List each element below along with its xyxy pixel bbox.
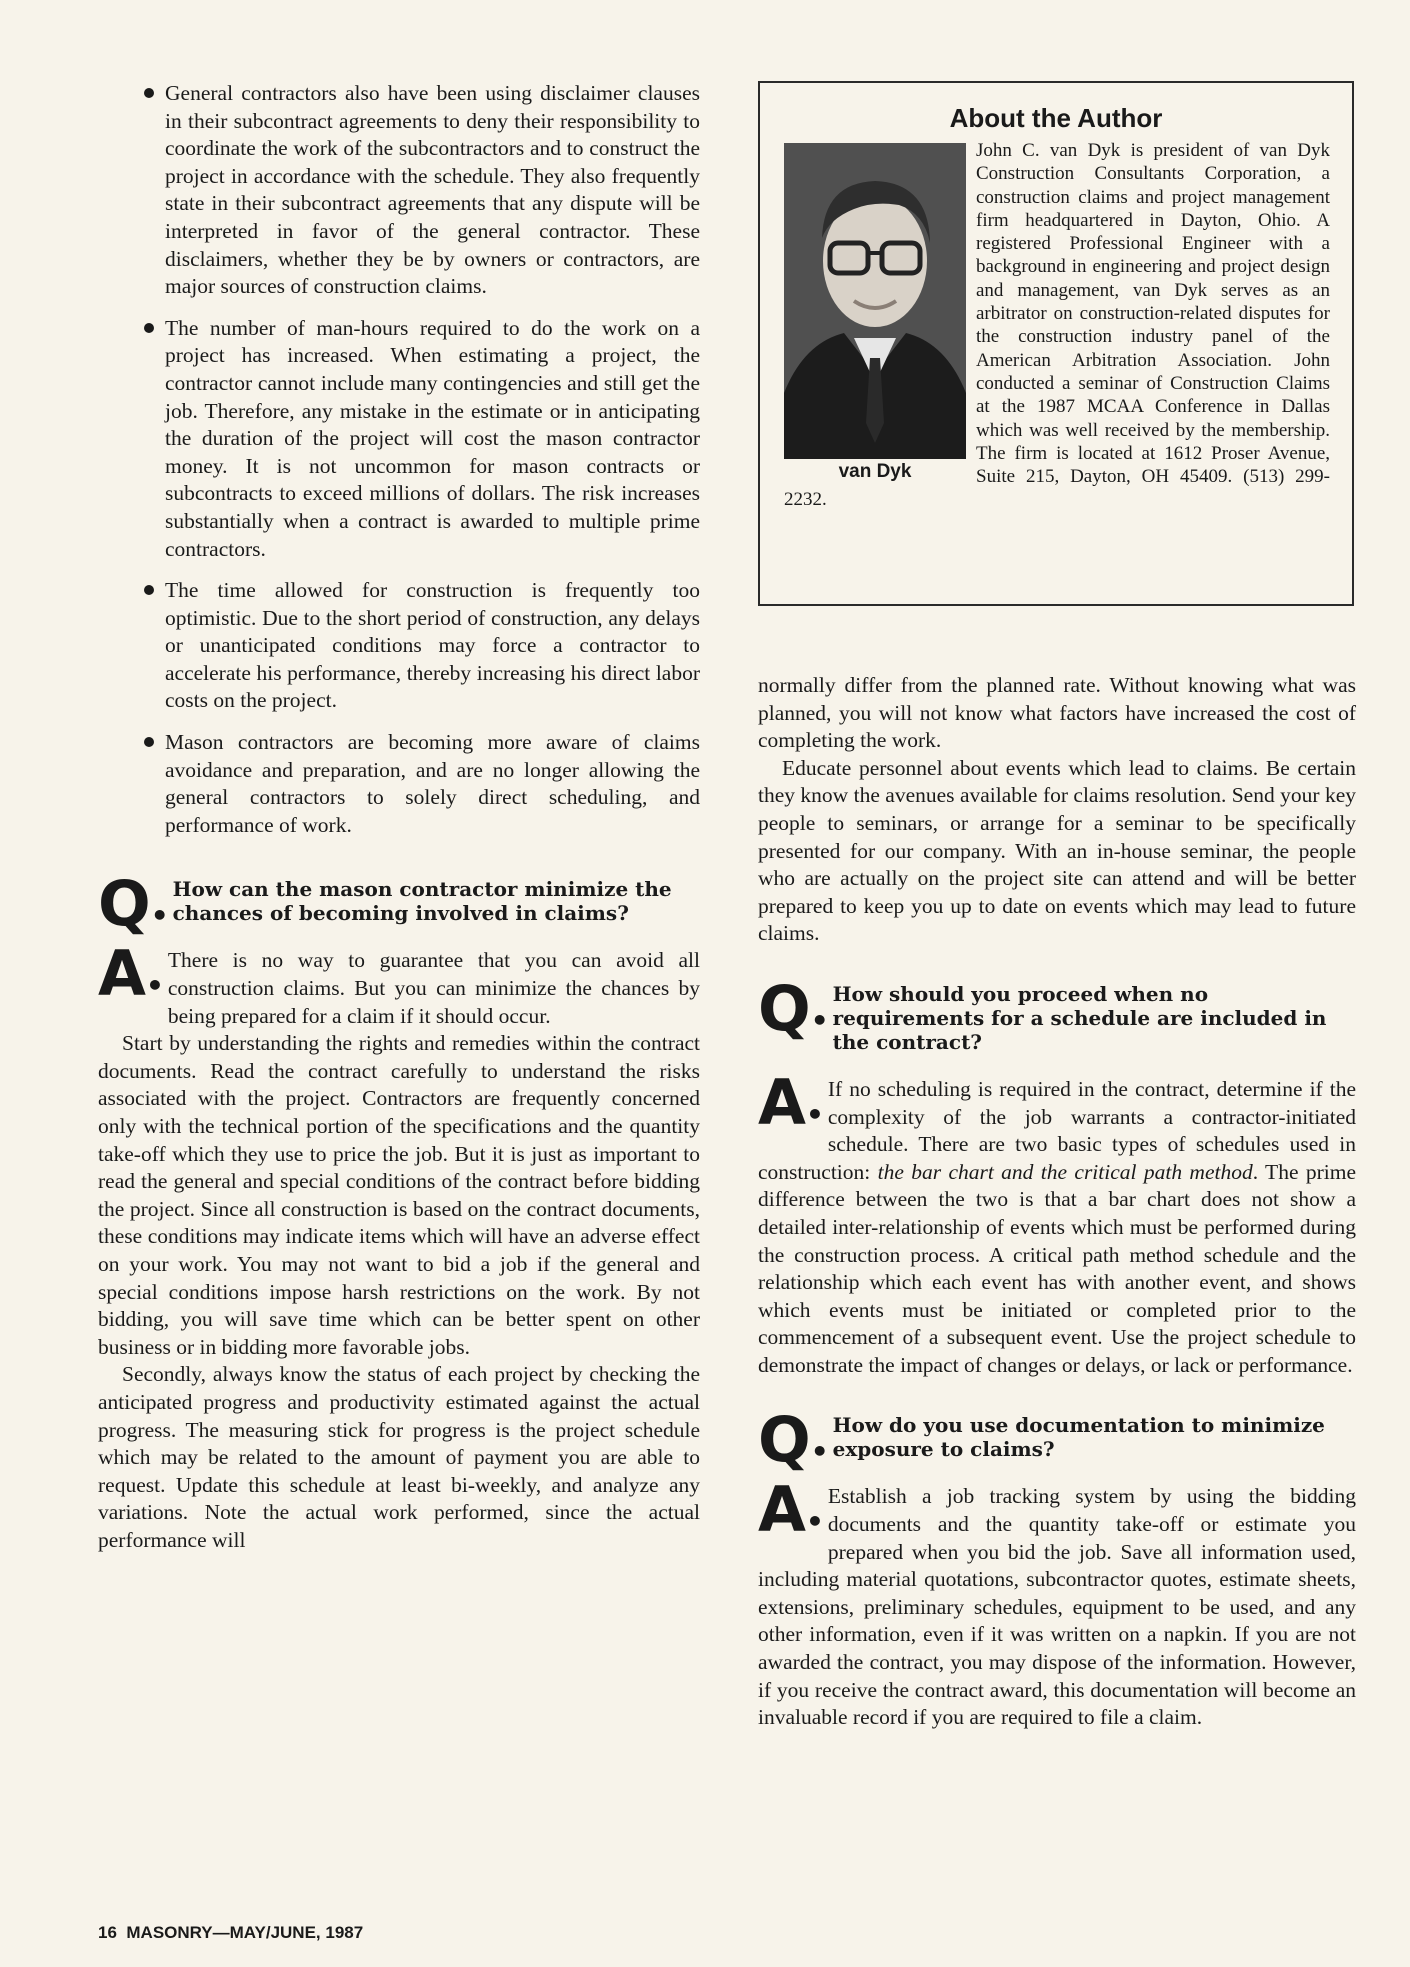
answer-1 (98, 937, 700, 1030)
q-initial: Q• (758, 1403, 829, 1477)
question-3 (758, 1403, 1356, 1477)
bullet-icon (144, 88, 154, 98)
paragraph: Educate personnel about events which lead to claims. Be certain they know the avenues available for claims resolution. Send your key people to seminars, or arrange for a seminar to be specifically presented for our company. With an in-house seminar, the people who are actually on the project site can attend and will be better prepared to keep you up to date on events which may lead to future claims. (758, 755, 1356, 946)
answer-text: If no scheduling is required in the contract, determine if the complexity of the job warrants a contractor-initiated schedule. There are two basic types of schedules used in construction: (758, 1076, 1356, 1184)
q-initial: Q• (758, 971, 829, 1045)
author-box-title: About the Author (949, 103, 1163, 133)
answer-italic: the bar chart and the critical path method (877, 1159, 1253, 1184)
paragraph: normally differ from the planned rate. Without knowing what was planned, you will not know what factors have increased the cost of completing the work. (758, 673, 1356, 753)
left-column (98, 80, 700, 1555)
answer-3 (758, 1473, 1356, 1731)
q-initial: Q• (98, 867, 169, 941)
paragraph: Secondly, always know the status of each project by checking the anticipated progress and productivity estimated against the actual progress. The measuring stick for progress is the project schedule which may be related to the amount of payment you are able to request. Update this schedule at least bi-weekly, and analyze any variations. Note the actual work performed, since the actual performance will (98, 1362, 700, 1552)
page-number: 16 (98, 1923, 117, 1942)
bullet-list (98, 80, 700, 839)
bullet-text: Mason contractors are becoming more aware of claims avoidance and preparation, and are no longer allowing the general contractors to solely direct scheduling, and performance of work. (165, 730, 700, 837)
a-initial: A• (758, 1065, 824, 1139)
publication-line: MASONRY—MAY/JUNE, 1987 (126, 1923, 364, 1942)
answer-text: There is no way to guarantee that you can avoid all construction claims. But you can minimize the chances by being prepared for a claim if it should occur. (167, 948, 700, 1028)
about-author-box (758, 81, 1354, 606)
bullet-item (98, 80, 700, 301)
bullet-icon (144, 323, 154, 333)
question-1 (98, 867, 700, 941)
question-text: How do you use documentation to minimize exposure to claims? (832, 1413, 1325, 1462)
answer-text: . The prime difference between the two is that a bar chart does not show a detailed inter-relationship of events which must be performed during the construction process. A critical path method schedule and the relationship which each event has with another event, and shows which events must be initiated or completed prior to the commencement of a subsequent event. Use the project schedule to demonstrate the impact of changes or delays, or lack or performance. (758, 1159, 1356, 1377)
bullet-text: General contractors also have been using disclaimer clauses in their subcontract agreements to deny their responsibility to coordinate the work of the subcontractors and to construct the project in accordance with the schedule. They also frequently state in their subcontract agreements that any dispute will be interpreted in favor of the general contractor. These disclaimers, whether they be by owners or contractors, are major sources of construction claims. (165, 81, 700, 299)
question-2 (758, 971, 1356, 1054)
bullet-icon (144, 585, 154, 595)
photo-caption: van Dyk (838, 461, 912, 482)
right-column (758, 672, 1356, 1732)
bio-text: John C. van Dyk is president of van Dyk Construction Consultants Corporation, a construction claims and project management firm headquartered in Dayton, Ohio. A registered Professional Engineer with a background in engineering and project design and management, van Dyk serves as an arbitrator on construction-related disputes for the construction industry panel of the American Arbitration Association. John conducted a seminar of Construction Claims at the 1987 MCAA Conference in Dallas which was well received by the membership. The firm is located at 1612 Proser Avenue, Suite 215, Dayton, OH 45409. (513) 299-2232. (784, 140, 1330, 511)
answer-2 (758, 1065, 1356, 1380)
a-initial: A• (98, 937, 164, 1011)
a-initial: A• (758, 1473, 824, 1547)
bullet-text: The time allowed for construction is frequently too optimistic. Due to the short period of construction, any delays or unanticipated conditions may force a contractor to accelerate his performance, thereby increasing his direct labor costs on the project. (165, 578, 700, 713)
answer-text: Establish a job tracking system by using the bidding documents and the quantity take-off or estimate you prepared when you bid the job. Save all information used, including material quotations, subcontractor quotes, estimate sheets, extensions, preliminary schedules, equipment to be used, and any other information, even if it was written on a napkin. If you are not awarded the contract, you may dispose of the information. However, if you receive the contract award, this documentation will become an invaluable record if you are required to file a claim. (758, 1484, 1356, 1730)
bullet-item (98, 577, 700, 715)
author-bio (784, 139, 1330, 512)
bullet-item (98, 315, 700, 563)
question-text: How can the mason contractor minimize the chances of becoming involved in claims? (172, 877, 672, 926)
bullet-text: The number of man-hours required to do the work on a project has increased. When estimating a project, the contractor cannot include many contingencies and still get the job. Therefore, any mistake in the estimate or in anticipating the duration of the project will cost the mason contractor money. It is not uncommon for mason contracts or subcontracts to exceed millions of dollars. The risk increases substantially when a contract is awarded to multiple prime contractors. (165, 315, 700, 561)
paragraph: Start by understanding the rights and remedies within the contract documents. Read the contract carefully to understand the risks associated with the project. Contractors are frequently concerned only with the technical portion of the specifications and the quantity take-off which they use to price the job. But it is just as important to read the general and special conditions of the contract before bidding the project. Since all construction is based on the contract documents, these conditions may indicate items which will have an adverse effect on your work. You may not want to bid a job if the general and special conditions impose harsh restrictions on the work. By not bidding, you will save time which can be better spent on other business or in bidding more favorable jobs. (98, 1031, 700, 1359)
page-footer (98, 1923, 363, 1943)
bullet-item (98, 729, 700, 839)
bullet-icon (144, 737, 154, 747)
question-text: How should you proceed when no requirements for a schedule are included in the contract? (832, 981, 1327, 1054)
